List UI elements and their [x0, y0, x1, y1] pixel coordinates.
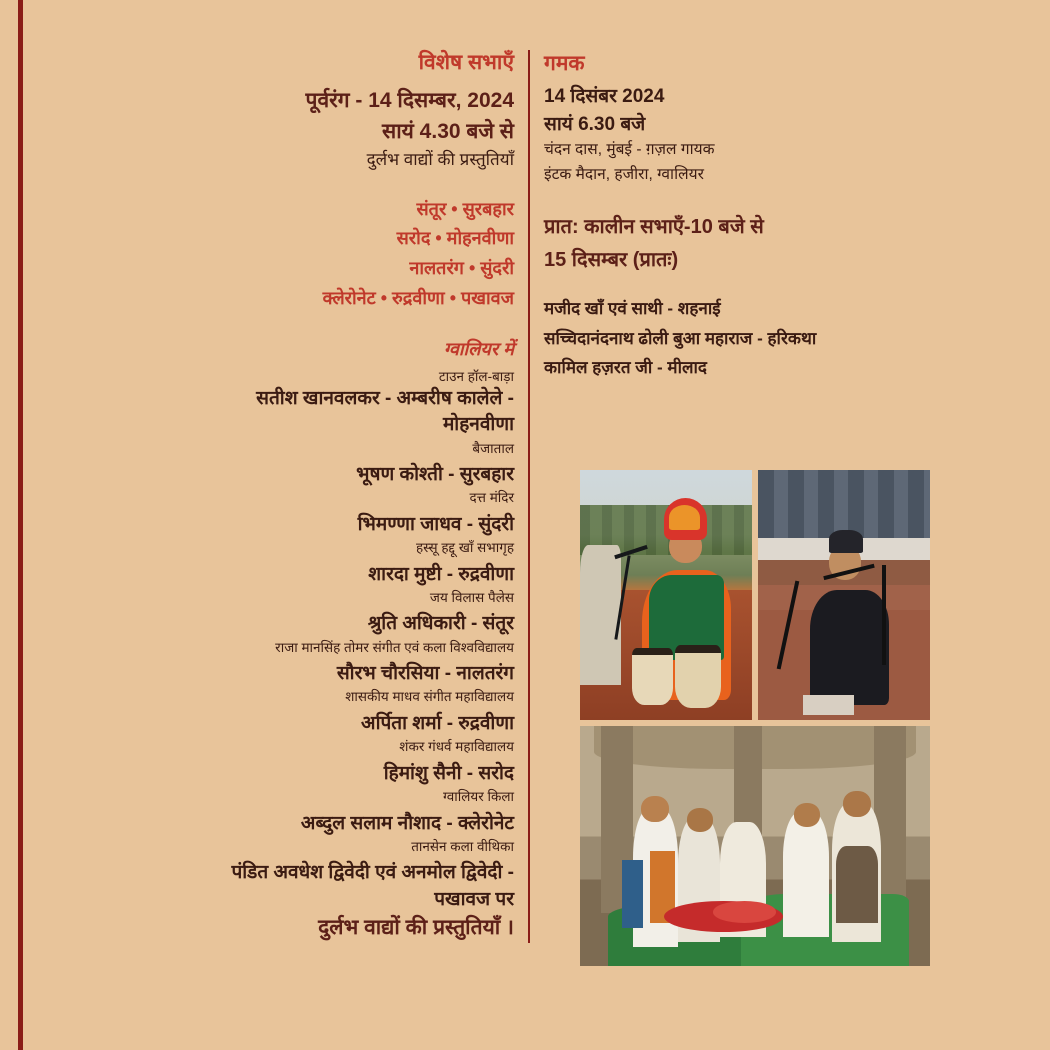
- event-title: पूर्वरंग - 14 दिसम्बर, 2024: [305, 89, 514, 113]
- performance-venue: हस्सू हद्दू खाँ सभागृह: [415, 540, 514, 556]
- performance-name: भूषण कोश्ती - सुरबहार: [356, 464, 514, 486]
- city-label: ग्वालियर में: [443, 339, 514, 360]
- performance-name: हिमांशु सैनी - सरोद: [383, 762, 514, 784]
- instrument-line: क्लेरोनेट • रुद्रवीणा • पखावज: [322, 287, 514, 308]
- performance-name: भिमण्णा जाधव - सुंदरी: [357, 513, 514, 535]
- instrument-line: सरोद • मोहनवीणा: [396, 228, 514, 249]
- instrument-list: [230, 195, 514, 314]
- performance-item: [230, 711, 514, 757]
- performance-name: अब्दुल सलाम नौशाद - क्लेरोनेट: [300, 812, 514, 834]
- performance-item: [230, 761, 514, 807]
- performance-venue: बैजाताल: [472, 440, 514, 456]
- photo-singer-with-mic: [758, 470, 930, 720]
- left-vertical-rule: [18, 0, 23, 1050]
- performance-venue: तानसेन कला वीथिका: [411, 838, 514, 854]
- morning-session-date: 15 दिसम्बर (प्रातः): [544, 248, 679, 271]
- morning-session-artists: [544, 294, 930, 383]
- event-time: सायं 4.30 बजे से: [382, 119, 514, 143]
- performance-name: सतीश खानवलकर - अम्बरीष कालेले - मोहनवीणा: [256, 388, 514, 436]
- photo-tabla-performance: [580, 470, 752, 720]
- left-column: [230, 50, 530, 943]
- instrument-line: नालतरंग • सुंदरी: [409, 258, 514, 278]
- performance-name: अर्पिता शर्मा - रुद्रवीणा: [361, 713, 514, 735]
- left-heading: विशेष सभाएँ: [418, 51, 514, 74]
- photo-row-top: [580, 470, 930, 720]
- event-subtitle: दुर्लभ वाद्यों की प्रस्तुतियाँ: [366, 150, 514, 170]
- performance-name: सौरभ चौरसिया - नालतरंग: [336, 663, 514, 685]
- performance-name: पंडित अवधेश द्विवेदी एवं अनमोल द्विवेदी - पखावज पर: [231, 862, 514, 910]
- performance-venue: दत्त मंदिर: [469, 490, 514, 506]
- photo-gallery: [580, 470, 930, 966]
- closing-line: दुर्लभ वाद्यों की प्रस्तुतियाँ ।: [318, 915, 514, 939]
- performance-venue: ग्वालियर किला: [442, 789, 514, 805]
- performance-venue-above: टाउन हॉल-बाड़ा: [438, 368, 514, 384]
- performance-item: [230, 462, 514, 508]
- performance-venue: शंकर गंधर्व महाविद्यालय: [399, 739, 514, 755]
- session-artist-line: सच्चिदानंदनाथ ढोली बुआ महाराज - हरिकथा: [544, 328, 817, 348]
- performance-item: [230, 611, 514, 657]
- right-column: [530, 50, 930, 383]
- poster-content: [40, 40, 1010, 1020]
- right-venue-line: इंटक मैदान, हजीरा, ग्वालियर: [544, 166, 704, 184]
- performance-venue: राजा मानसिंह तोमर संगीत एवं कला विश्वविद्यालय: [275, 639, 514, 655]
- performance-venue: जय विलास पैलेस: [429, 589, 514, 605]
- performance-venue: शासकीय माधव संगीत महाविद्यालय: [345, 689, 514, 705]
- performance-item: [230, 860, 514, 912]
- performance-name: श्रुति अधिकारी - संतूर: [367, 613, 514, 635]
- performance-item: [230, 661, 514, 707]
- right-artist-line: चंदन दास, मुंबई - ग़ज़ल गायक: [544, 141, 715, 159]
- photo-shrine-group: [580, 726, 930, 966]
- morning-session-title: प्रात: कालीन सभाएँ-10 बजे से: [544, 215, 764, 238]
- instrument-line: संतूर • सुरबहार: [416, 198, 514, 219]
- performance-item: [230, 512, 514, 558]
- right-time: सायं 6.30 बजे: [544, 113, 646, 135]
- session-artist-line: कामिल हज़रत जी - मीलाद: [544, 358, 707, 378]
- performance-item: [230, 811, 514, 857]
- right-heading: गमक: [544, 52, 585, 75]
- performance-item: [230, 562, 514, 608]
- session-artist-line: मजीद खाँ एवं साथी - शहनाई: [544, 298, 721, 318]
- performance-name: शारदा मुष्टी - रुद्रवीणा: [368, 563, 514, 585]
- performance-item: [230, 367, 514, 459]
- right-date: 14 दिसंबर 2024: [544, 86, 665, 108]
